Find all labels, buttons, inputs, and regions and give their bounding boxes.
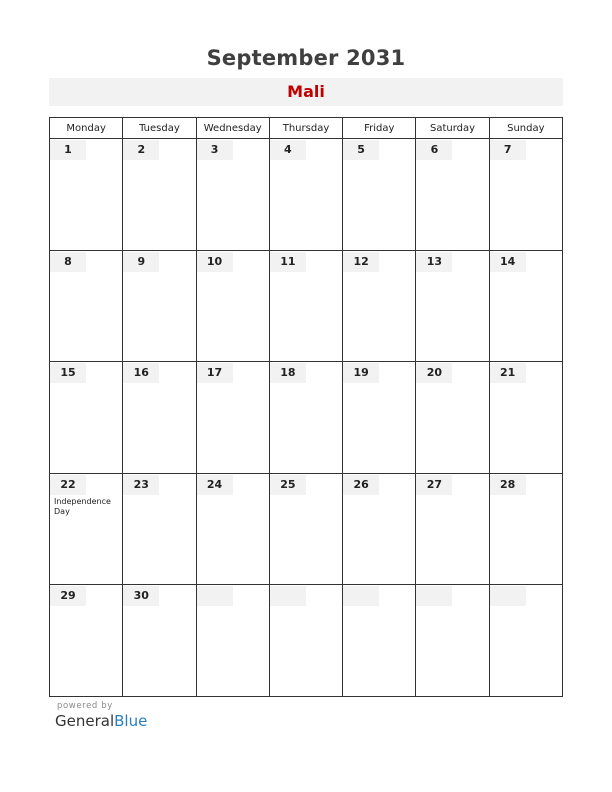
day-number: 23 — [123, 475, 159, 495]
day-number: 20 — [416, 363, 452, 383]
day-cell — [269, 362, 342, 474]
day-number: 2 — [123, 140, 159, 160]
week-row — [50, 139, 563, 251]
day-cell — [50, 585, 123, 697]
day-number: 11 — [270, 252, 306, 272]
day-number: 26 — [343, 475, 379, 495]
day-number: 14 — [490, 252, 526, 272]
day-number: 15 — [50, 363, 86, 383]
weekday-header: Saturday — [416, 118, 489, 139]
day-number-placeholder — [197, 586, 233, 606]
day-cell — [489, 139, 562, 251]
calendar-title: September 2031 — [206, 46, 406, 70]
day-number: 8 — [50, 252, 86, 272]
day-number: 28 — [490, 475, 526, 495]
weekday-header-row — [50, 118, 563, 139]
day-number: 7 — [490, 140, 526, 160]
day-cell — [123, 585, 196, 697]
day-number: 9 — [123, 252, 159, 272]
weekday-header: Wednesday — [196, 118, 269, 139]
day-number: 30 — [123, 586, 159, 606]
day-cell-empty — [416, 585, 489, 697]
brand-blue-text: Blue — [114, 712, 148, 730]
day-number: 13 — [416, 252, 452, 272]
day-cell — [269, 473, 342, 585]
weekday-header: Tuesday — [123, 118, 196, 139]
week-row — [50, 250, 563, 362]
day-cell — [50, 139, 123, 251]
country-band — [49, 78, 563, 106]
day-cell — [416, 362, 489, 474]
day-number: 29 — [50, 586, 86, 606]
day-cell — [489, 362, 562, 474]
day-number: 18 — [270, 363, 306, 383]
day-number: 5 — [343, 140, 379, 160]
day-number: 12 — [343, 252, 379, 272]
day-number: 27 — [416, 475, 452, 495]
day-number-placeholder — [490, 586, 526, 606]
day-cell — [343, 139, 416, 251]
day-cell — [343, 250, 416, 362]
weekday-header: Monday — [50, 118, 123, 139]
day-cell — [50, 473, 123, 585]
day-cell — [123, 139, 196, 251]
day-cell — [269, 139, 342, 251]
day-cell-empty — [489, 585, 562, 697]
holiday-label: Independence Day — [54, 496, 111, 516]
day-number: 1 — [50, 140, 86, 160]
day-cell — [269, 250, 342, 362]
day-number-placeholder — [270, 586, 306, 606]
day-cell — [196, 250, 269, 362]
calendar-grid — [49, 117, 563, 697]
day-cell — [416, 473, 489, 585]
week-row — [50, 362, 563, 474]
day-number-placeholder — [343, 586, 379, 606]
brand-logo[interactable] — [55, 712, 147, 730]
week-row — [50, 585, 563, 697]
day-number: 4 — [270, 140, 306, 160]
day-number: 3 — [197, 140, 233, 160]
day-number: 10 — [197, 252, 233, 272]
day-cell — [196, 362, 269, 474]
brand-general-text: General — [55, 712, 115, 730]
day-number: 6 — [416, 140, 452, 160]
day-number: 19 — [343, 363, 379, 383]
day-number: 21 — [490, 363, 526, 383]
day-cell-empty — [269, 585, 342, 697]
day-cell — [416, 250, 489, 362]
day-cell — [416, 139, 489, 251]
country-name: Mali — [287, 82, 325, 101]
day-cell — [123, 250, 196, 362]
week-row — [50, 473, 563, 585]
day-cell — [50, 250, 123, 362]
day-cell — [196, 139, 269, 251]
day-number: 25 — [270, 475, 306, 495]
weekday-header: Friday — [343, 118, 416, 139]
day-cell — [489, 473, 562, 585]
day-cell — [343, 362, 416, 474]
day-number: 24 — [197, 475, 233, 495]
day-cell — [123, 473, 196, 585]
powered-by-label: powered by — [57, 701, 113, 711]
day-number: 17 — [197, 363, 233, 383]
weekday-header: Thursday — [269, 118, 342, 139]
day-cell-empty — [196, 585, 269, 697]
day-cell — [123, 362, 196, 474]
day-cell-empty — [343, 585, 416, 697]
day-number-placeholder — [416, 586, 452, 606]
day-cell — [489, 250, 562, 362]
day-number: 16 — [123, 363, 159, 383]
day-number: 22 — [50, 475, 86, 495]
footer — [55, 701, 147, 730]
weekday-header: Sunday — [489, 118, 562, 139]
day-cell — [196, 473, 269, 585]
day-cell — [343, 473, 416, 585]
day-cell — [50, 362, 123, 474]
